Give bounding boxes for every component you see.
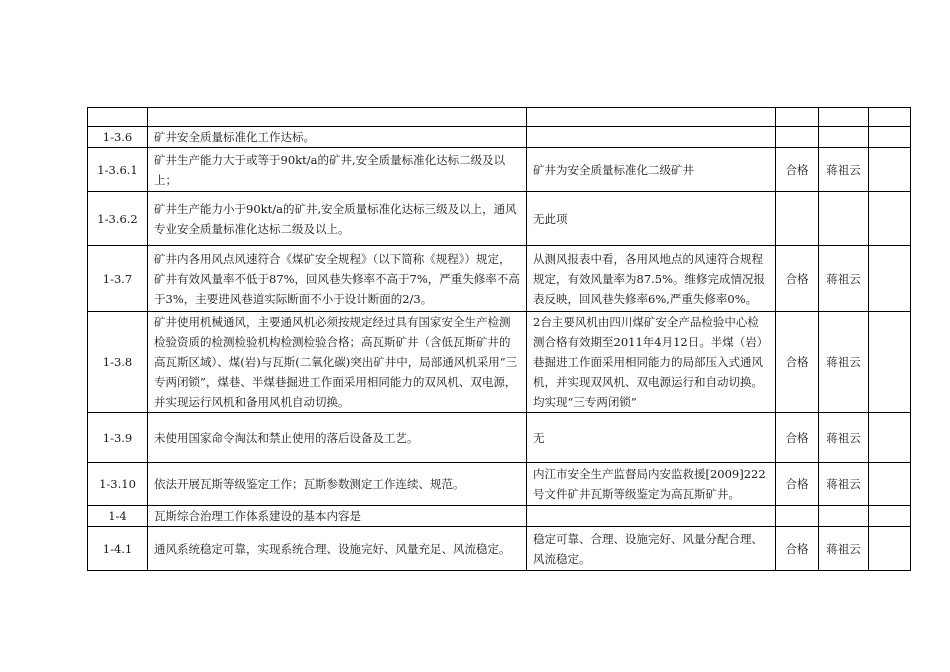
note-cell xyxy=(869,506,911,527)
note-cell xyxy=(869,192,911,246)
check-finding: 无此项 xyxy=(527,192,776,246)
check-finding: 矿井为安全质量标准化二级矿井 xyxy=(527,148,776,192)
inspector-cell: 蒋祖云 xyxy=(819,413,869,463)
inspection-table xyxy=(87,107,911,571)
requirement-text: 矿井安全质量标准化工作达标。 xyxy=(148,127,527,148)
table-row xyxy=(88,506,911,527)
table-row xyxy=(88,463,911,506)
result-cell xyxy=(776,108,819,127)
note-cell xyxy=(869,413,911,463)
inspector-cell: 蒋祖云 xyxy=(819,246,869,312)
result-cell xyxy=(776,506,819,527)
result-cell: 合格 xyxy=(776,312,819,413)
table-row xyxy=(88,148,911,192)
note-cell xyxy=(869,463,911,506)
result-cell xyxy=(776,192,819,246)
check-finding xyxy=(527,506,776,527)
note-cell xyxy=(869,527,911,571)
check-finding: 从测风报表中看，各用风地点的风速符合规程规定，有效风量率为87.5%。维修完成情况报表反映，回风巷失修率6%,严重失修率0%。 xyxy=(527,246,776,312)
table-row xyxy=(88,527,911,571)
table-row xyxy=(88,246,911,312)
item-number: 1-3.8 xyxy=(88,312,148,413)
inspector-cell xyxy=(819,506,869,527)
note-cell xyxy=(869,148,911,192)
table-row xyxy=(88,192,911,246)
requirement-text: 矿井生产能力小于90kt/a的矿井,安全质量标准化达标三级及以上，通风专业安全质量标准化达标二级及以上。 xyxy=(148,192,527,246)
item-number: 1-3.10 xyxy=(88,463,148,506)
inspector-cell: 蒋祖云 xyxy=(819,527,869,571)
item-number: 1-3.6.2 xyxy=(88,192,148,246)
check-finding: 稳定可靠、合理、设施完好、风量分配合理、风流稳定。 xyxy=(527,527,776,571)
result-cell: 合格 xyxy=(776,413,819,463)
requirement-text xyxy=(148,108,527,127)
note-cell xyxy=(869,246,911,312)
item-number xyxy=(88,108,148,127)
result-cell xyxy=(776,127,819,148)
item-number: 1-3.7 xyxy=(88,246,148,312)
item-number: 1-4 xyxy=(88,506,148,527)
result-cell: 合格 xyxy=(776,246,819,312)
note-cell xyxy=(869,312,911,413)
inspector-cell xyxy=(819,127,869,148)
item-number: 1-3.6.1 xyxy=(88,148,148,192)
check-finding: 内江市安全生产监督局内安监救援[2009]222号文件矿井瓦斯等级鉴定为高瓦斯矿井。 xyxy=(527,463,776,506)
requirement-text: 矿井使用机械通风，主要通风机必须按规定经过具有国家安全生产检测检验资质的检测检验机构检测检验合格；高瓦斯矿井（含低瓦斯矿井的高瓦斯区域）、煤(岩)与瓦斯(二氧化碳)突出矿井中，局部通风机采用“三专两闭锁”，煤巷、半煤巷掘进工作面采用相同能力的双风机、双电源，并实现运行风机和备用风机自动切换。 xyxy=(148,312,527,413)
check-finding xyxy=(527,108,776,127)
table-row xyxy=(88,312,911,413)
check-finding: 无 xyxy=(527,413,776,463)
note-cell xyxy=(869,127,911,148)
check-finding xyxy=(527,127,776,148)
inspector-cell xyxy=(819,108,869,127)
inspector-cell xyxy=(819,192,869,246)
requirement-text: 矿井内各用风点风速符合《煤矿安全规程》（以下简称《规程》）规定，矿井有效风量率不低于87%，回风巷失修率不高于7%，严重失修率不高于3%，主要进风巷道实际断面不小于设计断面的2/3。 xyxy=(148,246,527,312)
requirement-text: 矿井生产能力大于或等于90kt/a的矿井,安全质量标准化达标二级及以上； xyxy=(148,148,527,192)
inspector-cell: 蒋祖云 xyxy=(819,463,869,506)
requirement-text: 瓦斯综合治理工作体系建设的基本内容是 xyxy=(148,506,527,527)
requirement-text: 通风系统稳定可靠，实现系统合理、设施完好、风量充足、风流稳定。 xyxy=(148,527,527,571)
table-row xyxy=(88,413,911,463)
inspector-cell: 蒋祖云 xyxy=(819,148,869,192)
result-cell: 合格 xyxy=(776,463,819,506)
requirement-text: 未使用国家命令淘汰和禁止使用的落后设备及工艺。 xyxy=(148,413,527,463)
item-number: 1-3.9 xyxy=(88,413,148,463)
note-cell xyxy=(869,108,911,127)
result-cell: 合格 xyxy=(776,148,819,192)
requirement-text: 依法开展瓦斯等级鉴定工作；瓦斯参数测定工作连续、规范。 xyxy=(148,463,527,506)
table-row xyxy=(88,127,911,148)
inspector-cell: 蒋祖云 xyxy=(819,312,869,413)
item-number: 1-4.1 xyxy=(88,527,148,571)
table-row xyxy=(88,108,911,127)
result-cell: 合格 xyxy=(776,527,819,571)
item-number: 1-3.6 xyxy=(88,127,148,148)
check-finding: 2台主要风机由四川煤矿安全产品检验中心检测合格有效期至2011年4月12日。半煤（岩）巷掘进工作面采用相同能力的局部压入式通风机，并实现双风机、双电源运行和自动切换。均实现“三专两闭锁” xyxy=(527,312,776,413)
